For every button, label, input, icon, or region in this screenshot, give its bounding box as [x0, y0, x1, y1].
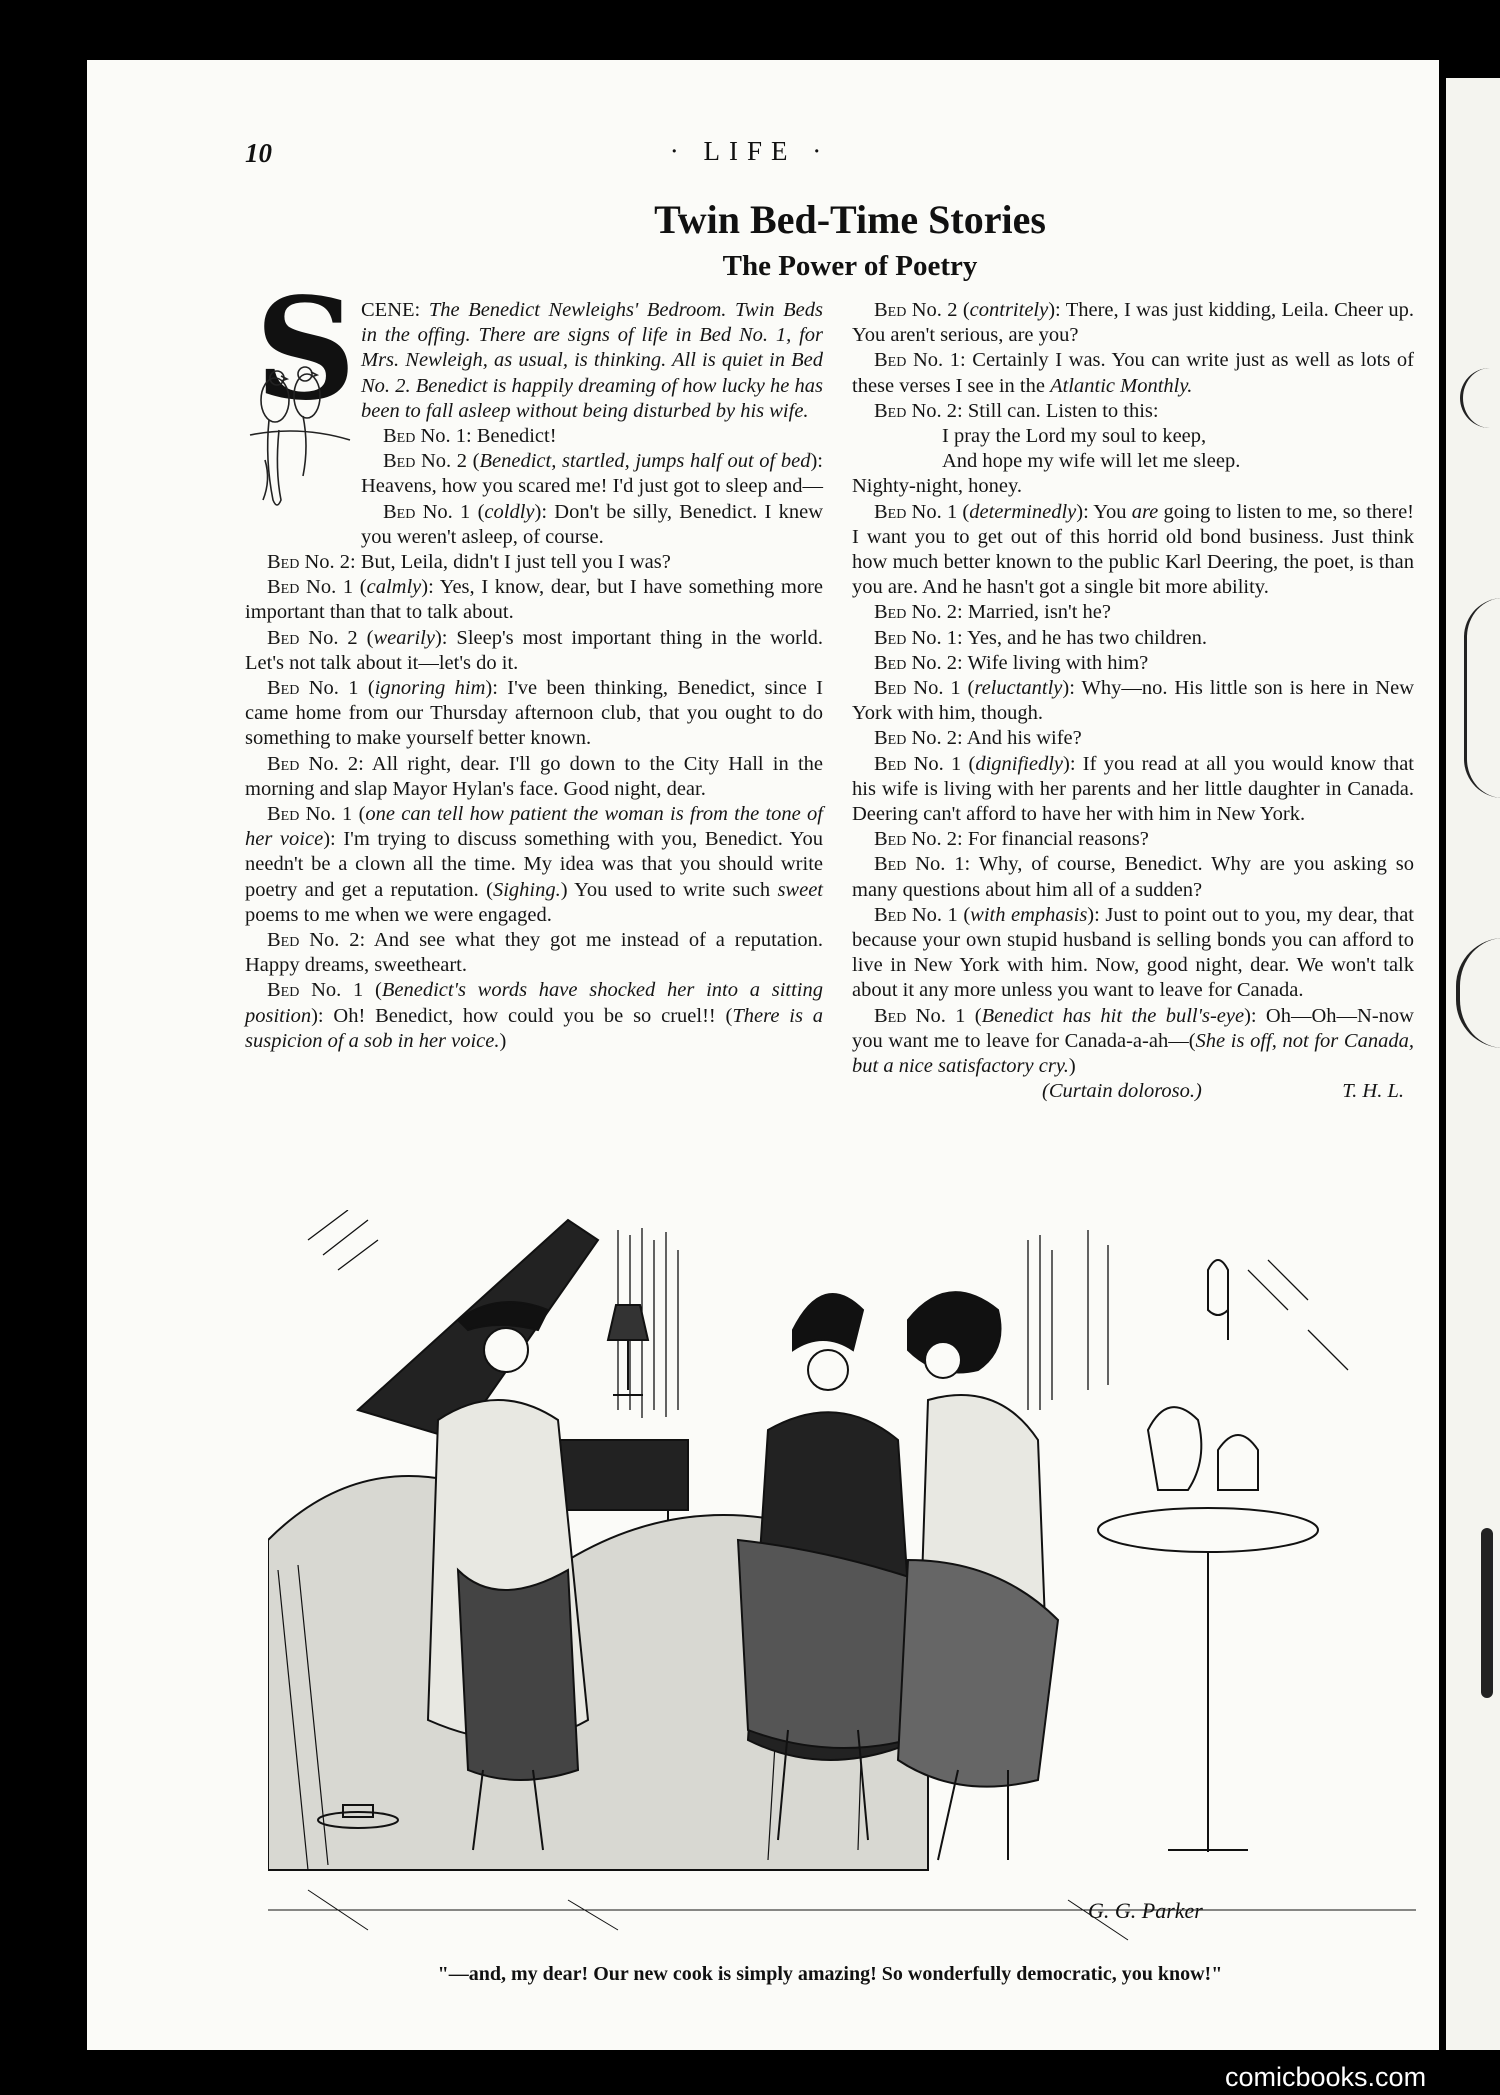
text-run: ) You used to write such: [560, 878, 778, 901]
article-subtitle: The Power of Poetry: [722, 250, 978, 282]
text-run: ): Yes, I know, dear, but I have something more important than that to talk about.: [245, 576, 823, 624]
paragraph: [245, 978, 823, 1054]
text-run: Bed: [267, 803, 300, 826]
paragraph: [245, 928, 823, 978]
text-run: dignifiedly: [975, 752, 1064, 775]
text-run: Bed: [383, 500, 416, 523]
text-run: Bed: [874, 601, 907, 624]
text-run: Benedict, startled, jumps half out of bed: [479, 450, 811, 473]
text-column-right: [852, 298, 1414, 1105]
text-column-left: [245, 268, 823, 1054]
curtain-direction: (Curtain doloroso.): [1042, 1080, 1202, 1103]
text-run: Bed: [874, 752, 907, 775]
text-run: No. 2 (: [906, 299, 970, 321]
text-run: Benedict's words have shocked her into a sitting position: [245, 979, 823, 1027]
text-run: ): [499, 1029, 507, 1052]
text-run: No. 1 (: [906, 752, 976, 775]
text-run: ): If you read at all you would know that his wife is living with her parents and her little daughter in Canada. Deering can't afford to have her with him in New York.: [852, 752, 1415, 826]
closing-line: [852, 1079, 1414, 1104]
paragraph: [852, 752, 1414, 828]
text-run: Bed: [267, 626, 300, 649]
text-run: Sighing.: [492, 878, 561, 901]
text-run: with emphasis: [970, 903, 1088, 926]
text-run: ): Why—no. His little son is here in New York with him, though.: [852, 677, 1414, 725]
text-run: Bed: [267, 677, 300, 700]
paragraph: [852, 449, 1414, 474]
text-run: No. 2: For financial reasons?: [906, 828, 1149, 851]
text-run: Bed: [874, 1004, 907, 1027]
paragraph: [245, 626, 823, 676]
paragraph: [245, 802, 823, 928]
text-run: Benedict has hit the bull's-eye: [981, 1004, 1245, 1027]
text-run: ignoring him: [374, 677, 486, 700]
text-run: Bed: [874, 903, 907, 926]
text-run: No. 2: And his wife?: [906, 727, 1082, 750]
text-run: No. 1 (: [299, 677, 375, 700]
text-run: No. 1 (: [415, 500, 485, 523]
illustration-three-women: [268, 1210, 1416, 1958]
text-run: going to listen to me, so there! I want you to get out of this horrid old bond business. Just think how much better known to the public Karl Deering, the poet, is than you are. And he hasn't got a single bit more ability.: [852, 500, 1414, 599]
text-run: Bed: [267, 929, 300, 952]
paragraph: [852, 651, 1414, 676]
running-head: · LIFE ·: [669, 136, 831, 166]
adjacent-page-edge: [1446, 78, 1500, 2050]
text-run: Bed: [874, 651, 907, 674]
paragraph: [852, 348, 1414, 398]
article-title: Twin Bed-Time Stories: [654, 197, 1046, 242]
paragraph: [852, 903, 1414, 1004]
watermark: comicbooks.com: [1225, 2062, 1427, 2092]
author-initials: T. H. L.: [1342, 1080, 1404, 1103]
text-run: ): Just to point out to you, my dear, that because your own stupid husband is selling bonds you can afford to live in New York with him. Now, good night, dear. We won't talk about it any more unless you want to leave for Canada.: [852, 903, 1414, 1002]
text-run: ): [1068, 1055, 1076, 1078]
text-run: Bed: [267, 979, 300, 1002]
text-run: contritely: [969, 299, 1049, 321]
text-run: No. 2: Still can. Listen to this:: [906, 399, 1159, 422]
paragraph: [852, 1004, 1414, 1080]
paragraph: [852, 827, 1414, 852]
text-run: ): Oh—Oh—N-now you want me to leave for Canada-a-ah—(: [852, 1004, 1414, 1052]
drop-cap-letter: S: [255, 268, 357, 432]
text-run: Bed: [874, 828, 907, 851]
paragraph: [852, 726, 1414, 751]
paragraph: [852, 500, 1414, 601]
text-run: Bed: [874, 399, 907, 422]
text-run: I pray the Lord my soul to keep,: [942, 425, 1207, 448]
text-run: Bed: [383, 450, 416, 473]
text-run: ): Don't be silly, Benedict. I knew you weren't asleep, of course.: [361, 500, 823, 548]
text-run: She is off, not for Canada, but a nice satisfactory cry.: [852, 1029, 1414, 1078]
text-run: Bed: [267, 551, 300, 574]
text-run: No. 1: Why, of course, Benedict. Why are you asking so many questions about him all of a sudden?: [852, 853, 1414, 901]
text-run: coldly: [484, 500, 535, 523]
text-run: determinedly: [969, 500, 1077, 523]
paragraph: [852, 298, 1414, 348]
paragraph: [852, 399, 1414, 424]
paragraph: [245, 575, 823, 625]
text-run: ): Heavens, how you scared me! I'd just got to sleep and—: [361, 450, 823, 498]
paragraph: [245, 676, 823, 752]
text-run: No. 2: But, Leila, didn't I just tell you I was?: [299, 551, 671, 574]
text-run: CENE:: [361, 299, 429, 321]
text-run: ): There, I was just kidding, Leila. Cheer up. You aren't serious, are you?: [852, 299, 1414, 347]
text-run: No. 1 (: [299, 576, 367, 599]
text-run: ): Sleep's most important thing in the world. Let's not talk about it—let's do it.: [245, 626, 823, 674]
drop-cap: [245, 268, 357, 530]
text-run: Bed: [874, 853, 907, 876]
text-run: No. 1 (: [906, 677, 975, 700]
text-run: And hope my wife will let me sleep.: [942, 450, 1241, 473]
text-run: No. 2: Married, isn't he?: [906, 601, 1112, 624]
text-run: No. 1 (: [906, 500, 970, 523]
text-run: No. 1 (: [299, 803, 366, 826]
text-run: No. 2: All right, dear. I'll go down to the City Hall in the morning and slap Mayor Hylan's face. Good night, dear.: [245, 752, 823, 800]
text-run: No. 2: Wife living with him?: [906, 651, 1149, 674]
text-run: wearily: [373, 626, 435, 649]
text-run: No. 1: Yes, and he has two children.: [906, 626, 1207, 649]
text-run: Bed: [874, 349, 907, 372]
text-run: No. 1: Benedict!: [415, 425, 557, 448]
text-run: sweet: [777, 878, 823, 901]
paragraph: [852, 852, 1414, 902]
text-run: No. 2: And see what they got me instead of a reputation. Happy dreams, sweetheart.: [245, 929, 823, 977]
text-run: poems to me when we were engaged.: [245, 903, 552, 926]
text-run: No. 1 (: [906, 903, 971, 926]
paragraph: [852, 424, 1414, 449]
text-run: Bed: [874, 727, 907, 750]
text-run: No. 1: Certainly I was. You can write just as well as lots of these verses I see in the: [852, 349, 1414, 397]
text-run: ): I'm trying to discuss something with you, Benedict. You needn't be a clown all the time. My idea was that you should write poetry and get a reputation. (: [245, 828, 823, 901]
text-run: ): You: [1076, 500, 1132, 523]
text-run: Atlantic Monthly.: [1050, 374, 1193, 397]
text-run: There is a suspicion of a sob in her voice.: [245, 1004, 823, 1052]
parrots-icon: [245, 360, 353, 530]
text-run: Bed: [874, 500, 907, 523]
paragraph: [852, 600, 1414, 625]
page-number: 10: [245, 138, 272, 168]
text-run: are: [1131, 500, 1159, 523]
paragraph: [852, 676, 1414, 726]
text-run: Bed: [267, 752, 300, 775]
text-run: No. 1 (: [906, 1004, 982, 1027]
text-run: No. 2 (: [299, 626, 374, 649]
text-run: reluctantly: [974, 677, 1063, 700]
paragraph: [245, 550, 823, 575]
text-run: The Benedict Newleighs' Bedroom. Twin Beds in the offing. There are signs of life in Bed No. 1, for Mrs. Newleigh, as usual, is thinking. All is quiet in Bed No. 2. Benedict is happily dreaming of how lucky he has been to fall asleep without being disturbed by his wife.: [361, 299, 823, 422]
text-run: No. 1 (: [299, 979, 382, 1002]
text-run: Nighty-night, honey.: [852, 475, 1023, 498]
paragraph: [245, 752, 823, 802]
illustration-caption: "—and, my dear! Our new cook is simply amazing! So wonderfully democratic, you know!": [437, 1963, 1223, 1985]
text-run: Bed: [874, 299, 907, 321]
text-run: Bed: [874, 677, 907, 700]
text-run: ): I've been thinking, Benedict, since I came home from our Thursday afternoon club, that you ought to do something to make yourself better known.: [245, 677, 823, 750]
text-run: Bed: [267, 576, 300, 599]
text-run: ): Oh! Benedict, how could you be so cruel!! (: [311, 1004, 733, 1027]
paragraph: [852, 474, 1414, 499]
text-run: Bed: [874, 626, 907, 649]
artist-signature: G. G. Parker: [1088, 1898, 1203, 1923]
text-run: calmly: [366, 576, 422, 599]
paragraph: [852, 626, 1414, 651]
text-run: No. 2 (: [415, 450, 480, 473]
text-run: one can tell how patient the woman is from the tone of her voice: [245, 803, 823, 851]
text-run: Bed: [383, 425, 416, 448]
